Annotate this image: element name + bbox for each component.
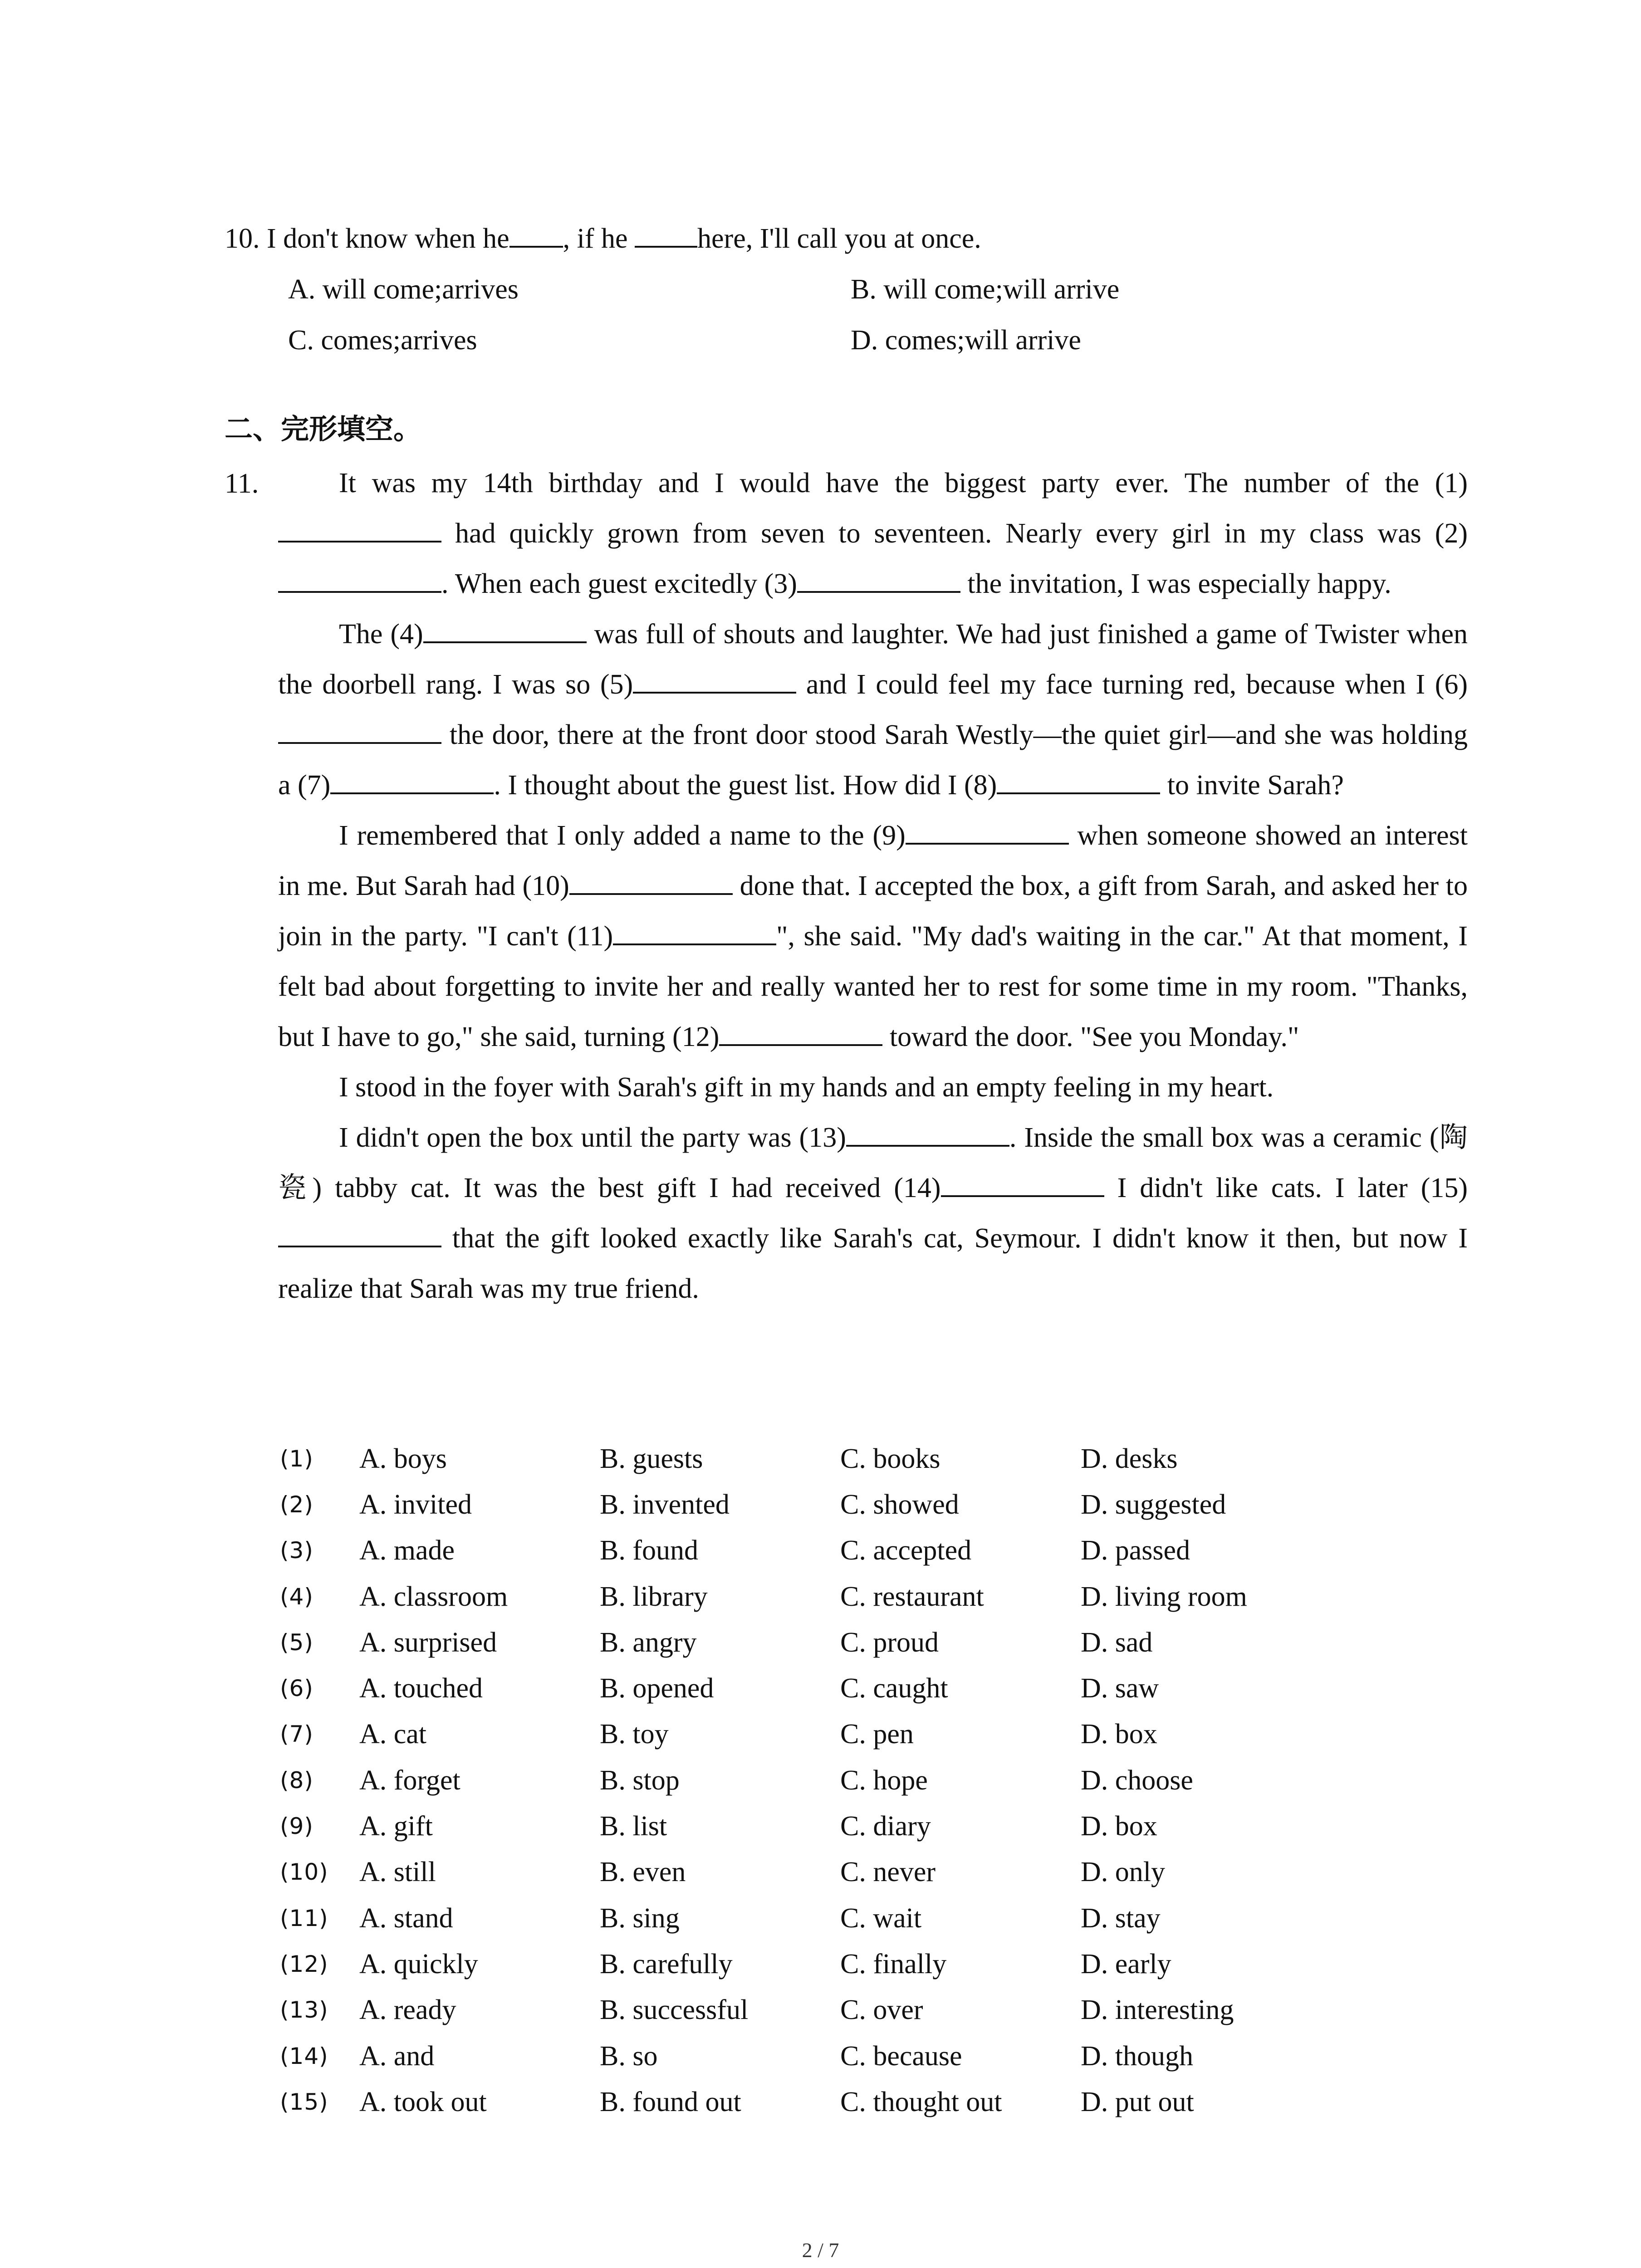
option-a: A. quickly — [359, 1948, 478, 1980]
option-a: A. still — [359, 1857, 436, 1888]
option-row — [225, 264, 1495, 315]
option-row — [280, 1895, 1460, 1941]
paragraph-3 — [278, 811, 1468, 1062]
option-d: D. stay — [1081, 1902, 1161, 1934]
option-row — [280, 1941, 1460, 1987]
passage-body — [278, 458, 1468, 1314]
option-a: A. took out — [359, 2086, 487, 2117]
option-d: D. desks — [1081, 1443, 1178, 1474]
option-number: (3) — [280, 1537, 314, 1564]
option-c: C. showed — [840, 1489, 959, 1520]
passage-text: I didn't open the box until the party was (13) — [339, 1122, 846, 1153]
option-a: A. forget — [359, 1765, 460, 1796]
option-a: A. invited — [359, 1489, 472, 1520]
option-d: D. put out — [1081, 2086, 1194, 2117]
blank-4 — [423, 615, 587, 643]
option-number: (13) — [280, 1997, 328, 2024]
option-c: C. hope — [840, 1765, 928, 1796]
option-c: C. finally — [840, 1948, 947, 1980]
option-b: B. successful — [600, 1994, 749, 2026]
option-b: B. list — [600, 1811, 667, 1842]
option-number: (4) — [280, 1583, 314, 1610]
passage-text: . Inside the small box was a ceramic (陶瓷) tabby cat. It was the best gift I had received (14) — [278, 1122, 1468, 1203]
blank-1 — [278, 514, 441, 543]
paragraph-1 — [278, 458, 1468, 609]
paragraph-2 — [278, 609, 1468, 811]
blank-6 — [278, 716, 441, 744]
options-list — [280, 1436, 1460, 2125]
blank-3 — [797, 565, 960, 593]
option-number: (11) — [280, 1905, 328, 1931]
option-row — [280, 1849, 1460, 1895]
blank-12 — [719, 1018, 882, 1046]
option-c: C. books — [840, 1443, 941, 1474]
option-d: D. sad — [1081, 1627, 1153, 1658]
passage-text: the door, there at the front door stood Sarah Westly—the quiet girl—and she was holding a (7) — [278, 719, 1468, 801]
option-row — [280, 1528, 1460, 1574]
passage-text: . I thought about the guest list. How did I (8) — [494, 770, 997, 801]
question-number: 11. — [225, 468, 259, 499]
option-d: D. saw — [1081, 1673, 1159, 1704]
option-row — [280, 1987, 1460, 2033]
option-row — [280, 1757, 1460, 1803]
option-row — [280, 2079, 1460, 2125]
option-d: D. comes;will arrive — [851, 325, 1081, 356]
option-a: A. ready — [359, 1994, 456, 2026]
blank-9 — [906, 816, 1069, 845]
option-a: A. surprised — [359, 1627, 497, 1658]
option-d: D. choose — [1081, 1765, 1193, 1796]
section-title: 二、完形填空。 — [225, 412, 422, 445]
passage-text: I remembered that I only added a name to the (9) — [339, 820, 906, 851]
paragraph-5 — [278, 1113, 1468, 1314]
option-number: (2) — [280, 1491, 314, 1518]
option-number: (1) — [280, 1445, 314, 1472]
option-number: (8) — [280, 1767, 314, 1794]
option-number: (12) — [280, 1950, 328, 1977]
passage-text: The (4) — [339, 619, 423, 650]
blank-10 — [569, 867, 733, 895]
option-a: A. stand — [359, 1902, 453, 1934]
option-number: (7) — [280, 1721, 314, 1748]
option-c: C. comes;arrives — [288, 325, 477, 356]
passage-text: I didn't like cats. I later (15) — [1104, 1173, 1468, 1203]
option-c: C. restaurant — [840, 1581, 984, 1612]
option-number: (5) — [280, 1629, 314, 1656]
option-d: D. though — [1081, 2040, 1193, 2072]
answer-blank — [635, 220, 697, 248]
option-d: D. interesting — [1081, 1994, 1234, 2026]
option-d: D. passed — [1081, 1535, 1190, 1566]
question-10 — [225, 213, 1495, 366]
passage-text: . When each guest excitedly (3) — [441, 568, 797, 599]
blank-15 — [278, 1219, 441, 1247]
option-b: B. angry — [600, 1627, 697, 1658]
option-d: D. suggested — [1081, 1489, 1226, 1520]
option-c: C. never — [840, 1857, 936, 1888]
option-b: B. opened — [600, 1673, 714, 1704]
passage-text: that the gift looked exactly like Sarah's cat, Seymour. I didn't know it then, but now I realize that Sarah was my true friend. — [278, 1223, 1468, 1304]
option-c: C. caught — [840, 1673, 948, 1704]
option-a: A. classroom — [359, 1581, 508, 1612]
option-c: C. because — [840, 2040, 962, 2072]
option-number: (14) — [280, 2043, 328, 2069]
option-number: (6) — [280, 1675, 314, 1702]
option-a: A. touched — [359, 1673, 483, 1704]
passage-text: to invite Sarah? — [1160, 770, 1344, 801]
option-row — [280, 1436, 1460, 1481]
option-number: (15) — [280, 2088, 328, 2115]
option-c: C. diary — [840, 1811, 931, 1842]
option-number: (9) — [280, 1813, 314, 1840]
option-b: B. so — [600, 2040, 658, 2072]
option-row — [225, 315, 1495, 366]
option-c: C. thought out — [840, 2086, 1002, 2117]
paragraph-4: I stood in the foyer with Sarah's gift in my hands and an empty feeling in my heart. — [339, 1072, 1274, 1103]
option-b: B. carefully — [600, 1948, 733, 1980]
option-a: A. will come;arrives — [288, 274, 519, 305]
passage-text: toward the door. "See you Monday." — [882, 1022, 1299, 1052]
stem-text: I don't know when he — [260, 223, 509, 254]
option-a: A. cat — [359, 1719, 427, 1750]
option-a: A. gift — [359, 1811, 433, 1842]
option-a: A. made — [359, 1535, 455, 1566]
option-d: D. living room — [1081, 1581, 1247, 1612]
option-b: B. will come;will arrive — [851, 274, 1120, 305]
option-b: B. toy — [600, 1719, 669, 1750]
option-b: B. found out — [600, 2086, 741, 2117]
passage-text: when someone showed an interest in me. But Sarah had (10) — [278, 820, 1468, 901]
passage-text: was full of shouts and laughter. We had just finished a game of Twister when the doorbell rang. I was so (5) — [278, 619, 1468, 700]
question-10-stem — [225, 213, 1495, 264]
blank-14 — [941, 1169, 1104, 1197]
option-d: D. only — [1081, 1857, 1165, 1888]
answer-blank — [509, 220, 563, 248]
blank-8 — [997, 766, 1160, 794]
option-a: A. and — [359, 2040, 435, 2072]
blank-5 — [633, 665, 796, 694]
passage-text: had quickly grown from seven to seventeen. Nearly every girl in my class was (2) — [441, 518, 1468, 549]
blank-11 — [613, 917, 776, 945]
option-row — [280, 1803, 1460, 1849]
option-c: C. accepted — [840, 1535, 972, 1566]
page-indicator: 2 / 7 — [802, 2239, 839, 2262]
option-b: B. sing — [600, 1902, 680, 1934]
option-b: B. guests — [600, 1443, 703, 1474]
option-c: C. pen — [840, 1719, 914, 1750]
cloze-passage — [225, 458, 1468, 1314]
option-row — [280, 1711, 1460, 1757]
option-row — [280, 1574, 1460, 1619]
passage-text: and I could feel my face turning red, because when I (6) — [796, 669, 1468, 700]
option-c: C. over — [840, 1994, 923, 2026]
option-c: C. proud — [840, 1627, 939, 1658]
option-row — [280, 2033, 1460, 2079]
blank-2 — [278, 565, 441, 593]
option-b: B. found — [600, 1535, 698, 1566]
option-b: B. library — [600, 1581, 708, 1612]
option-row — [280, 1619, 1460, 1665]
option-d: D. box — [1081, 1811, 1157, 1842]
option-d: D. early — [1081, 1948, 1171, 1980]
passage-text: ", she said. "My dad's waiting in the car." At that moment, I felt bad about forgetting to invite her and really wanted her to rest for some time in my room. "Thanks, but I have to go," she said, turning (12) — [278, 921, 1468, 1052]
blank-13 — [846, 1119, 1009, 1147]
option-b: B. invented — [600, 1489, 730, 1520]
passage-text: It was my 14th birthday and I would have the biggest party ever. The number of the (1) — [339, 468, 1468, 499]
passage-text: done that. I accepted the box, a gift from Sarah, and asked her to join in the party. "I can't (11) — [278, 870, 1468, 952]
stem-text: , if he — [563, 223, 635, 254]
option-b: B. stop — [600, 1765, 680, 1796]
blank-7 — [330, 766, 494, 794]
stem-text: here, I'll call you at once. — [697, 223, 981, 254]
option-c: C. wait — [840, 1902, 922, 1934]
option-a: A. boys — [359, 1443, 447, 1474]
option-row — [280, 1481, 1460, 1527]
question-number: 10. — [225, 223, 260, 254]
option-d: D. box — [1081, 1719, 1157, 1750]
passage-text: the invitation, I was especially happy. — [960, 568, 1391, 599]
option-row — [280, 1665, 1460, 1711]
option-b: B. even — [600, 1857, 686, 1888]
option-number: (10) — [280, 1859, 328, 1886]
